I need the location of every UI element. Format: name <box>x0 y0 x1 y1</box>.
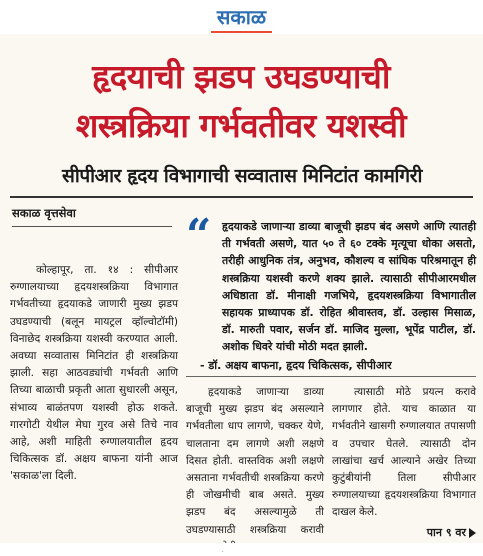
article-column-left <box>10 262 178 486</box>
article-column-right <box>332 384 476 542</box>
body-text: हृदयाकडे जाणाऱ्या डाव्या बाजूची मुख्य झडप बंद असल्याने गर्भवतीला धाप लागणे, चक्कर येणे, चालताना दम लागणे अशी लक्षणे दिसत होती. वास्तविक अशी लक्षणे असताना गर्भवतीची शस्त्रक्रिया करणे ही जोखमीची बाब असते. मुख्य झडप बंद असल्यामुळे ती उघडण्यासाठी शस्त्रक्रिया करावी <box>186 386 324 536</box>
divider <box>10 196 473 198</box>
headline <box>8 52 474 150</box>
body-text: कोल्हापूर, ता. १४ : सीपीआर रुग्णालयाच्या हृदयशस्त्रक्रिया विभागात गर्भवतीच्या हृदयाकडे जाणारी मुख्य झडप उघडण्याची (बलून मायट्रल व्हॉल्वोटॉमी) विनाछेद शस्त्रक्रिया यशस्वी करण्यात आली. अवघ्या सव्वातास मिनिटांत ही शस्त्रक्रिया झाली. सहा आठवड्यांची गर्भवती आणि तिच्या बाळाची प्रकृती आता सुधारली असून, संभाव्य बाळंतपण यशस्वी होऊ शकते. गारगोटी येथील मेघा गुरव असे तिचे नाव आहे, अशी माहिती रुग्णालयातील हृदय चिकित्सक डॉ. अक्षय बाफना यांनी आज 'सकाळ'ला दिली. <box>10 264 178 483</box>
continued-marker <box>332 524 476 542</box>
masthead <box>0 0 483 34</box>
body-text: त्यासाठी मोठे प्रयत्न करावे लागणार होते. याच काळात या गर्भवतीने खासगी रुग्णालयात तपासणी व उपचार घेतले. त्यासाठी दोन लाखांचा खर्च आल्याने अखेर तिच्या कुटुंबीयांनी तिला सीपीआर रुग्णालयाच्या हृदयशस्त्रक्रिया विभागात दाखल केले. <box>332 386 476 519</box>
quote-attribution: - डॉ. अक्षय बाफना, हृदय चिकित्सक, सीपीआर <box>200 359 392 372</box>
headline-line-2: शस्त्रक्रिया गर्भवतीवर यशस्वी <box>75 106 407 145</box>
headline-line-1: हृदयाची झडप उघडण्याची <box>92 57 390 96</box>
arrow-right-icon <box>469 528 476 538</box>
byline-divider <box>12 226 172 227</box>
article-column-middle <box>186 384 324 556</box>
pull-quote <box>186 218 476 356</box>
subheadline: सीपीआर हृदय विभागाची सव्वातास मिनिटांत कामगिरी <box>61 165 423 187</box>
newspaper-logo: सकाळ <box>211 3 272 33</box>
page-edge <box>0 543 483 551</box>
quote-text: हृदयाकडे जाणाऱ्या डाव्या बाजूची झडप बंद असणे आणि त्यातही ती गर्भवती असणे, यात ५० ते ६० टक्के मृत्यूचा धोका असतो, तरीही आधुनिक तंत्र, अनुभव, कौशल्य व सांघिक परिश्रमातून ही शस्त्रक्रिया यशस्वी करणे शक्य झाले. त्यासाठी सीपीआरमधील अधिष्ठाता डॉ. मीनाक्षी गजभिये, हृदयशस्त्रक्रिया विभागातील सहायक प्राध्यापक डॉ. रोहित श्रीवास्तव, डॉ. उल्हास मिसाळ, डॉ. मारुती पवार, सर्जन डॉ. माजिद मुल्ला, भूपेंद्र पाटील, डॉ. अशोक धिवरे यांची मोठी मदत झाली. <box>222 220 476 354</box>
divider <box>186 376 476 377</box>
quote-mark-icon: “ <box>186 210 212 261</box>
byline: सकाळ वृत्तसेवा <box>12 206 76 220</box>
continued-label: पान ९ वर <box>426 525 466 539</box>
